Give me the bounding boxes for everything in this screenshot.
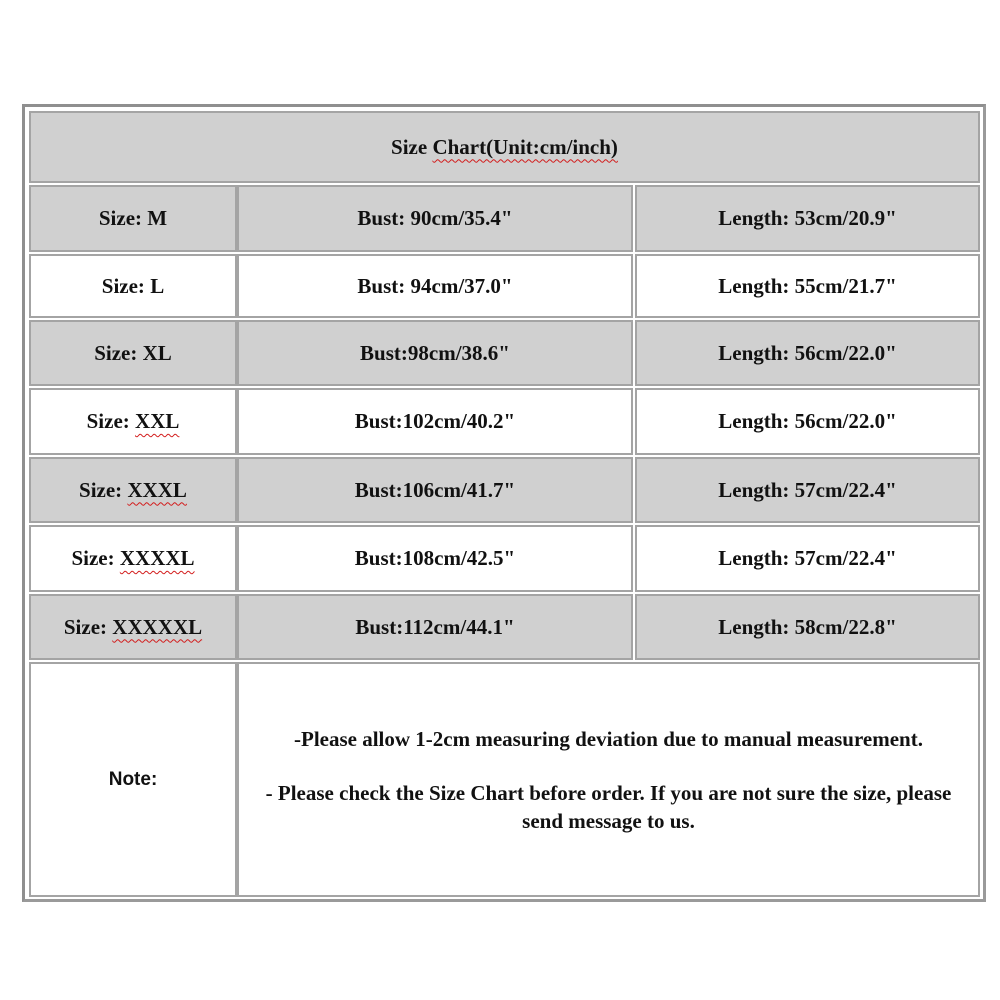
size-label: Size: M: [98, 206, 168, 230]
note-line-check-size: - Please check the Size Chart before order. If you are not sure the size, please send message to us.: [265, 780, 952, 833]
size-cell-xxxl: [29, 457, 237, 523]
table-title-flagged: Chart(Unit:cm/inch): [432, 134, 618, 159]
size-cell-xxxxl: [29, 525, 237, 592]
length-cell-l: Length: 55cm/21.7": [635, 254, 980, 318]
length-cell-xxxl: Length: 57cm/22.4": [635, 457, 980, 523]
length-cell-m: Length: 53cm/20.9": [635, 185, 980, 252]
size-label: Size: XXL: [86, 409, 180, 433]
note-text: [237, 662, 980, 897]
size-chart-table: [22, 104, 986, 902]
size-label: Size: L: [101, 273, 165, 298]
bust-cell-xxl: Bust:102cm/40.2": [237, 388, 633, 455]
bust-cell-xxxxxl: Bust:112cm/44.1": [237, 594, 633, 660]
bust-cell-xl: Bust:98cm/38.6": [237, 320, 633, 386]
note-label: Note:: [29, 662, 237, 897]
length-cell-xxl: Length: 56cm/22.0": [635, 388, 980, 455]
table-title-text: [391, 135, 618, 160]
length-cell-xxxxxl: Length: 58cm/22.8": [635, 594, 980, 660]
size-cell-xxxxxl: [29, 594, 237, 660]
bust-cell-l: Bust: 94cm/37.0": [237, 254, 633, 318]
size-cell-xxl: [29, 388, 237, 455]
table-title: [29, 111, 980, 183]
size-cell-l: [29, 254, 237, 318]
size-cell-xl: [29, 320, 237, 386]
size-label: Size: XL: [94, 340, 172, 365]
size-label: Size: XXXXL: [71, 546, 195, 570]
size-label: Size: XXXXXL: [63, 614, 203, 639]
length-cell-xl: Length: 56cm/22.0": [635, 320, 980, 386]
size-label: Size: XXXL: [79, 477, 187, 502]
length-cell-xxxxl: Length: 57cm/22.4": [635, 525, 980, 592]
table-title-prefix: Size: [391, 134, 428, 159]
size-cell-m: [29, 185, 237, 252]
bust-cell-xxxl: Bust:106cm/41.7": [237, 457, 633, 523]
note-line-deviation: -Please allow 1-2cm measuring deviation due to manual measurement.: [294, 726, 923, 751]
bust-cell-xxxxl: Bust:108cm/42.5": [237, 525, 633, 592]
bust-cell-m: Bust: 90cm/35.4": [237, 185, 633, 252]
